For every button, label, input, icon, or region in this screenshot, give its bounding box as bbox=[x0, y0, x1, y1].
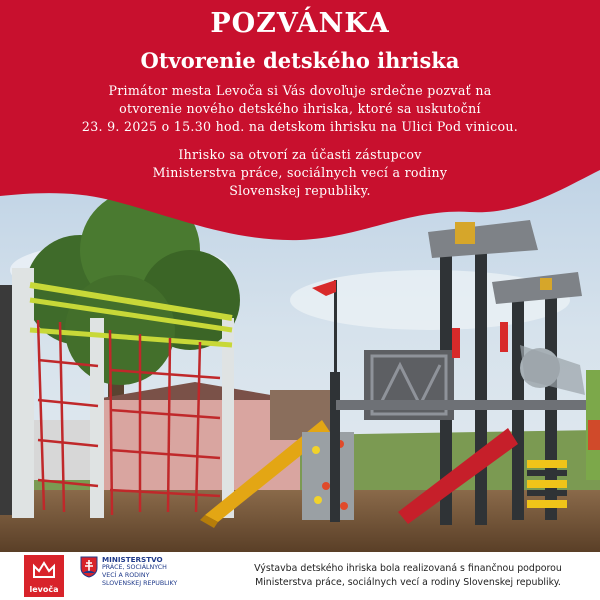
funding-line: Ministerstva práce, sociálnych vecí a rodiny Slovenskej republiky. bbox=[255, 577, 561, 588]
ministry-line: SLOVENSKEJ REPUBLIKY bbox=[102, 580, 178, 587]
funding-note bbox=[222, 562, 594, 590]
levoca-logo-text: levoča bbox=[29, 585, 59, 594]
invitation-line: 23. 9. 2025 o 15.30 hod. na detskom ihrisku na Ulici Pod vinicou. bbox=[81, 119, 519, 134]
invitation-line: otvorenie nového detského ihriska, ktoré sa uskutoční bbox=[119, 101, 481, 116]
crown-icon bbox=[32, 561, 56, 579]
opening-line: Ihrisko sa otvorí za účasti zástupcov bbox=[178, 147, 422, 162]
slovak-crest-icon bbox=[80, 556, 98, 578]
ministry-line: PRÁCE, SOCIÁLNYCH bbox=[102, 564, 167, 571]
opening-paragraph bbox=[20, 146, 580, 200]
invitation-header bbox=[0, 0, 600, 250]
levoca-logo bbox=[24, 555, 64, 597]
ministry-line: VECÍ A RODINY bbox=[102, 572, 150, 579]
opening-line: Ministerstva práce, sociálnych vecí a rodiny bbox=[152, 165, 448, 180]
funding-line: Výstavba detského ihriska bola realizovaná s finančnou podporou bbox=[254, 563, 562, 574]
ministry-line: MINISTERSTVO bbox=[102, 555, 163, 564]
invitation-line: Primátor mesta Levoča si Vás dovoľuje srdečne pozvať na bbox=[108, 83, 492, 98]
ministry-name bbox=[102, 556, 220, 588]
ministry-logo bbox=[80, 556, 220, 596]
opening-line: Slovenskej republiky. bbox=[229, 183, 371, 198]
page-title: POZVÁNKA bbox=[210, 8, 390, 39]
footer bbox=[0, 552, 600, 600]
invitation-paragraph bbox=[20, 82, 580, 136]
page-subtitle: Otvorenie detského ihriska bbox=[140, 48, 460, 73]
